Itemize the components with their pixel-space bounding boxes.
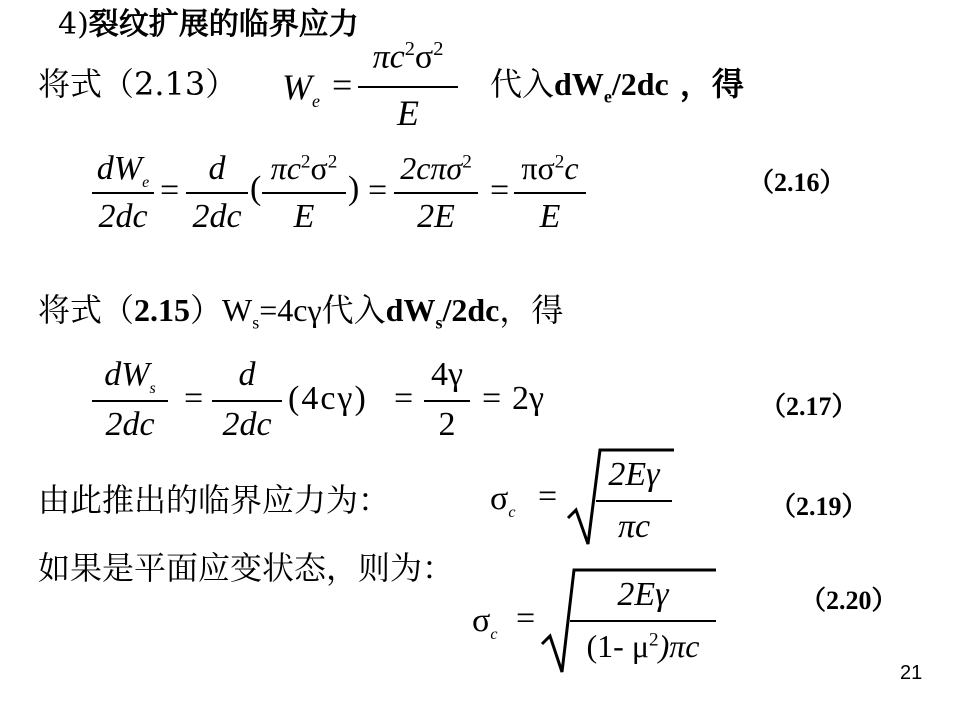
eq216-eq3: = [490,172,510,209]
eq216-paren-close: ) [348,170,360,207]
eq216-number: （2.16） [748,168,846,197]
line2: 将式$(2.15)W_s=4c\gamma$代入$dW_s/2dc$，得 [38,291,564,333]
eq219-sigma: $\sigma_c$ [490,480,516,521]
eq217-number: （2.17） [760,392,858,421]
eq216-frac3: $\pi c^2\sigma^2$ E [262,150,346,238]
line4: 如果是平面应变状态，则为： [38,549,455,587]
eq217-frac2: d 2dc [212,356,282,448]
eq216-frac5: $\pi\sigma^2c$ E [514,150,586,238]
eq217-eq1: = [184,380,204,417]
eq220-sigma: $\sigma_c$ [472,602,498,643]
section-title: 裂纹扩展的临界应力 [88,7,359,42]
eq217-eq2: = [394,380,414,417]
line1-lead: 将式（2.13） [38,65,238,103]
eq216-frac1: $dW_e$ 2dc [92,150,154,238]
eq219-number: （2.19） [770,492,868,521]
eq217-eq3: = [482,380,502,417]
eq217-result: 2γ [512,380,545,417]
line1-tail: 代入$dW_e/2dc$ ，得 [490,65,744,107]
eq216-eq1: = [160,172,180,209]
eq216-paren-open: ( [250,170,262,207]
eq216-frac4: 2cπσ$^2$ 2E [394,150,478,238]
line3: 由此推出的临界应力为： [38,481,391,519]
section-number: 4) [58,7,89,42]
eq219-frac: 2Eγ πc [596,456,672,546]
page-number: 21 [900,662,923,684]
eq216-frac2: d 2dc [186,150,248,238]
eq220-eq: = [516,600,536,637]
eq220-frac: 2Eγ (1- $\mu^2)\pi c$ [570,576,716,668]
eq217-paren: (4cγ) [288,380,368,417]
we-symbol: $W_e$ [282,67,320,112]
eq217-frac1: $dW_s$ 2dc [92,356,168,448]
line1-equals: = [332,65,353,105]
eq220-number: （2.20） [800,586,898,615]
eq219-eq: = [538,478,558,515]
we-fraction: $\pi c^2\sigma^2$ E [358,38,458,134]
eq216-eq2: = [368,172,388,209]
eq217-frac3: 4γ 2 [424,356,470,448]
section-heading [58,7,359,42]
